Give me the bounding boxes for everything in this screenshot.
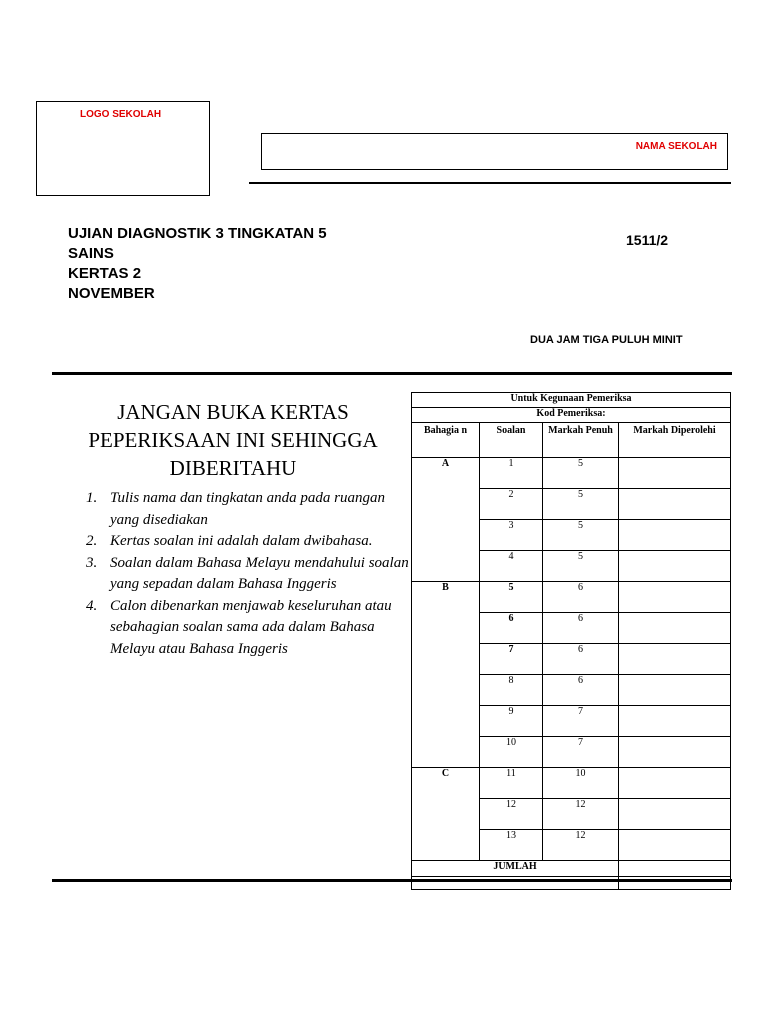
school-name-label: NAMA SEKOLAH — [635, 141, 717, 152]
instruction-item — [80, 596, 410, 661]
header-divider — [249, 182, 731, 184]
full-mark-cell: 5 — [543, 520, 619, 551]
section-b: B — [412, 582, 480, 768]
col-header-section: Bahagia n — [412, 423, 480, 458]
question-cell: 13 — [480, 830, 543, 861]
full-mark-cell: 5 — [543, 458, 619, 489]
exam-paper: KERTAS 2 — [68, 265, 142, 282]
full-mark-cell: 6 — [543, 644, 619, 675]
full-mark-cell: 5 — [543, 551, 619, 582]
question-cell: 2 — [480, 489, 543, 520]
instruction-text: Tulis nama dan tingkatan anda pada ruangan yang disediakan — [110, 490, 386, 528]
full-mark-cell: 6 — [543, 675, 619, 706]
full-mark-cell: 7 — [543, 737, 619, 768]
question-cell: 8 — [480, 675, 543, 706]
examiner-table — [411, 392, 731, 890]
instruction-item — [80, 553, 410, 596]
footer-divider — [52, 879, 732, 882]
col-header-question: Soalan — [480, 423, 543, 458]
obtained-mark-cell[interactable] — [619, 520, 731, 551]
full-mark-cell: 12 — [543, 799, 619, 830]
full-mark-cell: 10 — [543, 768, 619, 799]
question-cell: 4 — [480, 551, 543, 582]
col-header-full-marks: Markah Penuh — [543, 423, 619, 458]
exam-title — [68, 224, 327, 304]
obtained-mark-cell[interactable] — [619, 830, 731, 861]
total-mark-cell[interactable] — [619, 861, 731, 877]
instruction-number: 1. — [86, 490, 98, 506]
question-cell: 12 — [480, 799, 543, 830]
full-mark-cell: 7 — [543, 706, 619, 737]
instructions-list — [80, 488, 410, 660]
col-header-marks-obtained: Markah Diperolehi — [619, 423, 731, 458]
instruction-text: Soalan dalam Bahasa Melayu mendahului soalan yang sepadan dalam Bahasa Inggeris — [110, 554, 409, 592]
obtained-mark-cell[interactable] — [619, 675, 731, 706]
instruction-number: 2. — [86, 533, 98, 549]
question-cell: 3 — [480, 520, 543, 551]
warning-line: DIBERITAHU — [169, 456, 297, 480]
section-divider — [52, 372, 732, 375]
obtained-mark-cell[interactable] — [619, 768, 731, 799]
exam-subject: SAINS — [68, 245, 114, 262]
obtained-mark-cell[interactable] — [619, 706, 731, 737]
instruction-number: 3. — [86, 554, 98, 571]
logo-label: LOGO SEKOLAH — [80, 109, 162, 120]
table-title: Untuk Kegunaan Pemeriksa — [412, 393, 731, 408]
examiner-code: Kod Pemeriksa: — [412, 408, 731, 423]
school-logo-box — [36, 101, 210, 196]
paper-code: 1511/2 — [626, 232, 669, 248]
question-cell: 1 — [480, 458, 543, 489]
exam-duration: DUA JAM TIGA PULUH MINIT — [530, 334, 683, 346]
instruction-item — [80, 531, 410, 553]
obtained-mark-cell[interactable] — [619, 613, 731, 644]
instruction-text: Kertas soalan ini adalah dalam dwibahasa. — [110, 533, 373, 549]
warning-heading — [60, 398, 406, 482]
obtained-mark-cell[interactable] — [619, 489, 731, 520]
school-name-box — [261, 133, 728, 170]
question-cell: 5 — [480, 582, 543, 613]
warning-line: JANGAN BUKA KERTAS — [117, 400, 349, 424]
question-cell: 6 — [480, 613, 543, 644]
full-mark-cell: 12 — [543, 830, 619, 861]
total-label: JUMLAH — [412, 861, 619, 877]
warning-line: PEPERIKSAAN INI SEHINGGA — [88, 428, 378, 452]
question-cell: 10 — [480, 737, 543, 768]
instruction-item — [80, 488, 410, 531]
exam-month: NOVEMBER — [68, 285, 155, 302]
instruction-text: Calon dibenarkan menjawab keseluruhan atau sebahagian soalan sama ada dalam Bahasa Melayu atau Bahasa Inggeris — [110, 597, 392, 657]
obtained-mark-cell[interactable] — [619, 458, 731, 489]
obtained-mark-cell[interactable] — [619, 799, 731, 830]
question-cell: 11 — [480, 768, 543, 799]
instruction-number: 4. — [86, 597, 98, 614]
obtained-mark-cell[interactable] — [619, 582, 731, 613]
full-mark-cell: 5 — [543, 489, 619, 520]
question-cell: 9 — [480, 706, 543, 737]
section-c: C — [412, 768, 480, 861]
section-a: A — [412, 458, 480, 582]
full-mark-cell: 6 — [543, 582, 619, 613]
question-cell: 7 — [480, 644, 543, 675]
exam-title-line: UJIAN DIAGNOSTIK 3 TINGKATAN 5 — [68, 225, 327, 242]
obtained-mark-cell[interactable] — [619, 551, 731, 582]
obtained-mark-cell[interactable] — [619, 644, 731, 675]
obtained-mark-cell[interactable] — [619, 737, 731, 768]
full-mark-cell: 6 — [543, 613, 619, 644]
